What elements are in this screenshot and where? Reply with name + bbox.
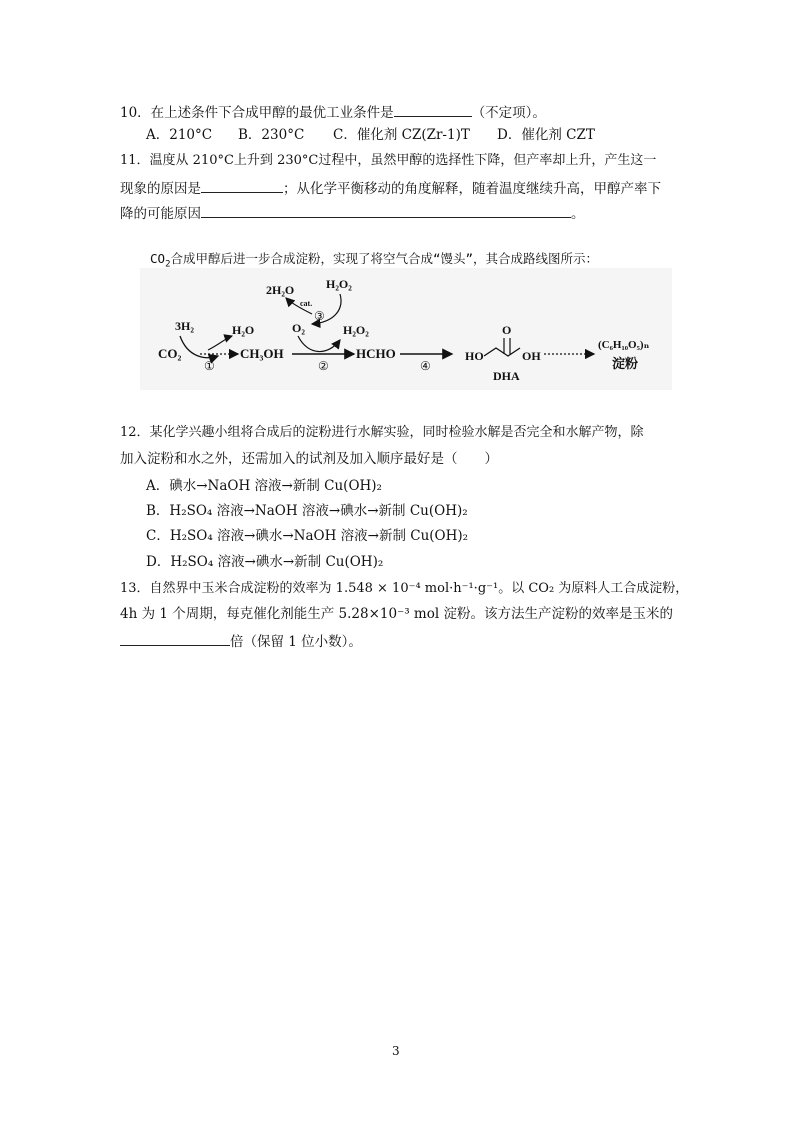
o2-label: O₂ bbox=[292, 321, 305, 335]
dha-bonds bbox=[484, 348, 520, 356]
ch3oh-label: CH₃OH bbox=[240, 346, 284, 361]
q11-answer-blank-2[interactable] bbox=[201, 203, 571, 218]
page-number: 3 bbox=[392, 1044, 400, 1058]
q11-answer-blank-1[interactable] bbox=[201, 178, 283, 193]
h2o-label-2: 2H₂O bbox=[266, 283, 295, 297]
q10-answer-blank[interactable] bbox=[394, 102, 472, 117]
q10-option-b: B．230°C bbox=[238, 127, 305, 143]
co2-label: CO₂ bbox=[158, 346, 182, 361]
q12-option-a: A．碘水→NaOH 溶液→新制 Cu(OH)₂ bbox=[146, 478, 382, 494]
q13-line2: 4h 为 1 个周期，每克催化剂能生产 5.28×10⁻³ mol 淀粉。该方法生产淀粉的效率是玉米的 bbox=[120, 606, 673, 622]
q11-line3 bbox=[120, 203, 585, 223]
q11-line3-b: 。 bbox=[571, 206, 585, 222]
q11-line3-a: 降的可能原因 bbox=[120, 206, 201, 222]
synthesis-route-diagram bbox=[140, 268, 672, 390]
q10-option-c: C．催化剂 CZ(Zr-1)T bbox=[333, 127, 470, 143]
intro-co: CO bbox=[150, 251, 166, 266]
starch-formula-label: (C₆H₁₀O₅)ₙ bbox=[598, 339, 650, 351]
dha-o-label: O bbox=[502, 323, 512, 337]
hcho-label: HCHO bbox=[356, 346, 396, 361]
step2-label: ② bbox=[318, 359, 329, 373]
intro-text: 合成甲醇后进一步合成淀粉，实现了将空气合成“馒头”，其合成路线图所示： bbox=[170, 251, 599, 266]
cat-label: cat. bbox=[300, 299, 313, 308]
h2-label: 3H₂ bbox=[175, 319, 194, 333]
dha-label: DHA bbox=[493, 369, 520, 383]
step4-label: ④ bbox=[420, 359, 431, 373]
q10-option-d: D．催化剂 CZT bbox=[497, 127, 595, 143]
q13-line3-text: 倍（保留 1 位小数）。 bbox=[230, 634, 362, 650]
scheme-intro: $CO_2$合成甲醇后进一步合成淀粉，实现了将空气合成“馒头”，其合成路线图所示： bbox=[150, 251, 599, 270]
q10-option-a: A．210°C bbox=[146, 127, 213, 143]
q10-stem bbox=[120, 102, 546, 122]
q11-line2 bbox=[120, 178, 661, 198]
starch-label: 淀粉 bbox=[612, 356, 639, 371]
h2o-out-arrow-1 bbox=[208, 336, 232, 350]
q12-option-d: D．H₂SO₄ 溶液→碘水→新制 Cu(OH)₂ bbox=[146, 554, 384, 570]
h2o-label-1: H₂O bbox=[232, 323, 255, 337]
step3-label: ③ bbox=[314, 309, 325, 323]
q13-line1: 13．自然界中玉米合成淀粉的效率为 1.548 × 10⁻⁴ mol·h⁻¹·g⁻¹。以 CO₂ 为原料人工合成淀粉， bbox=[120, 581, 689, 596]
q10-text: 10．在上述条件下合成甲醇的最优工业条件是 bbox=[120, 105, 394, 121]
q11-line1: 11．温度从 210°C上升到 230°C过程中，虽然甲醇的选择性下降，但产率却上升，产生这一 bbox=[120, 153, 657, 168]
dha-ho-label: HO bbox=[465, 349, 484, 363]
dha-oh-label: OH bbox=[522, 349, 541, 363]
q12-option-b: B．H₂SO₄ 溶液→NaOH 溶液→碘水→新制 Cu(OH)₂ bbox=[146, 503, 468, 519]
q13-answer-blank[interactable] bbox=[120, 631, 230, 646]
q12-line2: 加入淀粉和水之外，还需加入的试剂及加入顺序最好是（ ） bbox=[120, 451, 498, 467]
o2-curve-arrow bbox=[298, 336, 340, 352]
q10-suffix: （不定项）。 bbox=[471, 105, 546, 121]
step1-label: ① bbox=[204, 359, 215, 373]
q12-option-c: C．H₂SO₄ 溶液→碘水→NaOH 溶液→新制 Cu(OH)₂ bbox=[146, 528, 469, 544]
q11-line2-b: ；从化学平衡移动的角度解释，随着温度继续升高，甲醇产率下 bbox=[283, 181, 661, 197]
q11-line2-a: 现象的原因是 bbox=[120, 181, 201, 197]
h2o2-right-label: H₂O₂ bbox=[343, 323, 369, 337]
q12-line1: 12．某化学兴趣小组将合成后的淀粉进行水解实验，同时检验水解是否完全和水解产物，除 bbox=[120, 425, 644, 440]
h2o2-top-label: H₂O₂ bbox=[326, 277, 352, 291]
q13-line3 bbox=[120, 631, 362, 651]
